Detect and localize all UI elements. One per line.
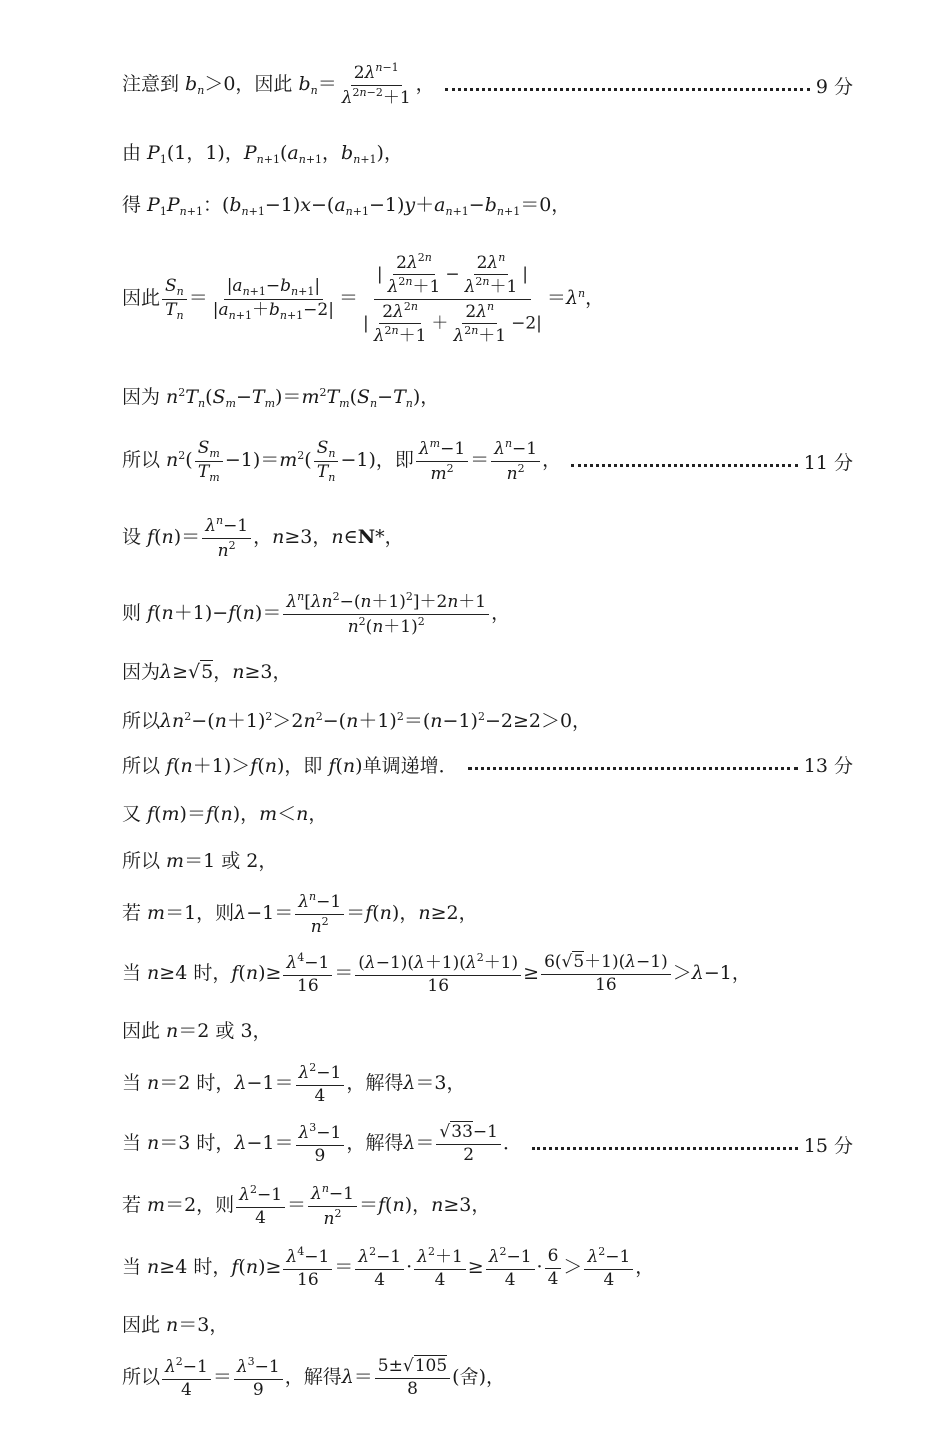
solution-line: 所以$\lambda n^2-(n+1)^2>2n^2-(n+1)^2=(n-1)^2-2\ge 2>0$， (122, 709, 592, 732)
score-label: 13 分 (803, 754, 853, 777)
solution-line: 因为 $n^2T_n(S_m-T_m)=m^2T_m(S_n-T_n)$， (122, 386, 440, 410)
dot-leader (532, 1147, 798, 1150)
dot-leader (445, 88, 810, 91)
solution-line: 注意到 $b_n>0$，因此 $b_n=$ $\frac{2\lambda^{n-1}}{\lambda^{2n-2}+1}$ ， 9 分 (122, 61, 853, 108)
solution-line: 所以 m＝1 或 2， (122, 849, 278, 872)
solution-line: 因此 n＝2 或 3， (122, 1019, 272, 1042)
solution-line: 若 m＝2，则 $\frac{\lambda^2-1}{4}$ ＝ $\frac{\lambda^n-1}{n^2}$ ＝f(n)，n≥3， (122, 1182, 491, 1229)
score-label: 9 分 (815, 75, 853, 98)
solution-line: 设 f(n)＝ $\frac{\lambda^n-1}{n^2}$ ，n≥3，n∈N*， (122, 514, 404, 561)
solution-line: 因此 $\frac{S_n}{T_n}$ ＝ $\frac{|a_{n+1}-b_{n+1}|}{|a_{n+1}+b_{n+1}-2|}$ ＝ | $\frac{2\lambda^{2n}}{\lambda^{2n}+1}$ − $\frac{2\lambda^n}{\lambda^{2n}+1}$ | | $\frac{2\lambda^{2n}}{\lambda^{2n}+1}$ ＋ $\frac{2\lambda^n}{\lambda^{2n}+1}$ −2| $=\lambda^n$， (122, 251, 605, 346)
solution-line: 则 f(n＋1)−f(n)＝ $\frac{\lambda^n[\lambda n^2-(n+1)^2]+2n+1}{n^2(n+1)^2}$ ， (122, 590, 511, 637)
score-label: 15 分 (803, 1134, 853, 1157)
solution-line: 当 n＝2 时，λ−1＝ $\frac{\lambda^2-1}{4}$ ，解得λ＝3， (122, 1061, 466, 1106)
dot-leader (571, 464, 798, 467)
solution-line: 当 n≥4 时，f(n)≥ $\frac{\lambda^4-1}{16}$ ＝ $\frac{(\lambda-1)(\lambda+1)(\lambda^2+1)}{16}$ ≥ $\frac{6(√5+1)(\lambda-1)}{16}$ ＞λ−1， (122, 951, 751, 996)
solution-line: 所以 $\frac{\lambda^2-1}{4}$ ＝ $\frac{\lambda^3-1}{9}$ ，解得λ＝ $\frac{5\pm√105}{8}$ (舍)， (122, 1355, 505, 1400)
solution-line: 又 f(m)＝f(n)，m＜n， (122, 802, 328, 825)
solution-line: 由 $P_1(1$，1)，$P_{n+1}(a_{n+1}$，$b_{n+1}$)， (122, 142, 403, 166)
solution-line: 因此 n＝3， (122, 1313, 229, 1336)
solution-line: 所以 f(n＋1)＞f(n)，即 f(n)单调递增． 13 分 (122, 750, 853, 778)
solution-line: 当 n≥4 时，f(n)≥ $\frac{\lambda^4-1}{16}$ ＝ $\frac{\lambda^2-1}{4}$ · $\frac{\lambda^2+1}{4}$ ≥ $\frac{\lambda^2-1}{4}$ · $\frac{6}{4}$ ＞ $\frac{\lambda^2-1}{4}$ ， (122, 1245, 655, 1290)
solution-line: 所以 $n^2$( $\frac{S_m}{T_m}$ $-1)=m^2$( $\frac{S_n}{T_n}$ −1)，即 $\frac{\lambda^m-1}{m^2}$ ＝ $\frac{\lambda^n-1}{n^2}$ ， 11 分 (122, 437, 853, 484)
score-label: 11 分 (803, 451, 853, 474)
dot-leader (468, 767, 798, 770)
solution-line: 若 m＝1，则λ−1＝ $\frac{\lambda^n-1}{n^2}$ ＝f(n)，n≥2， (122, 890, 478, 937)
solution-line: 因为λ≥√5，n≥3， (122, 660, 292, 683)
solution-line: 当 n＝3 时，λ−1＝ $\frac{\lambda^3-1}{9}$ ，解得λ＝ $\frac{√33-1}{2}$ ． 15 分 (122, 1121, 853, 1166)
solution-line: 得 $P_1P_{n+1}$：$(b_{n+1}-1)x-(a_{n+1}-1)y+a_{n+1}-b_{n+1}=0$， (122, 194, 571, 218)
